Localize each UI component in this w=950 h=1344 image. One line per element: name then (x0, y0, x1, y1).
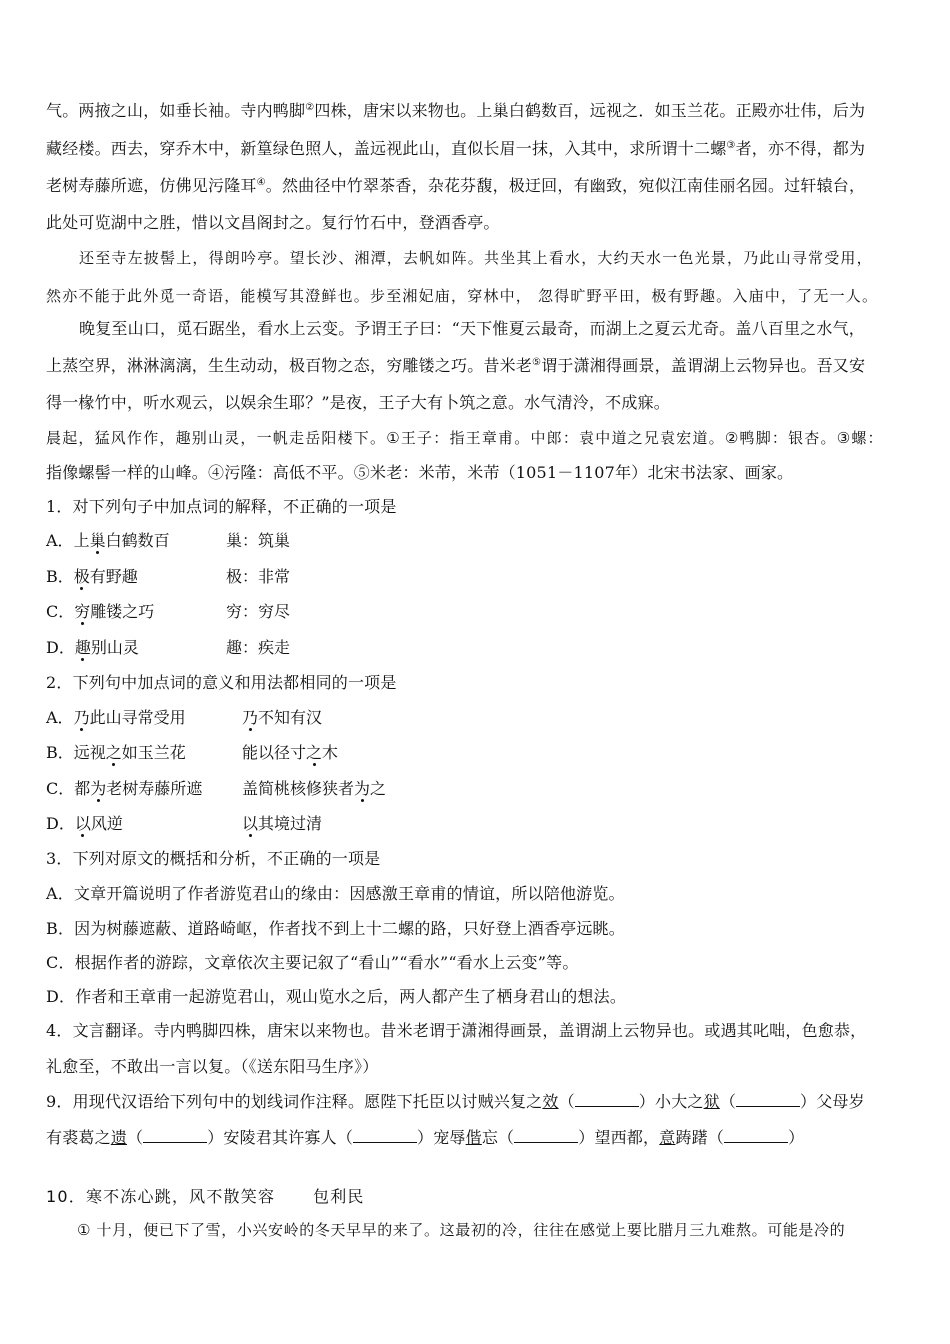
q2-option-c: C．都为老树寿藤所遮 (46, 779, 203, 798)
q1-option-d-explanation: 趣：疾走 (226, 638, 291, 657)
passage-line: 得一椽竹中，听水观云，以娱余生耶？”是夜，王子大有卜筑之意。水气清泠，不成寐。 (46, 393, 670, 412)
footnote-line: 晨起，猛风作作，趣别山灵，一帆走岳阳楼下。①王子：指王章甫。中郎：袁中道之兄袁宏道。②鸭脚：银杏。③螺： (46, 429, 884, 447)
passage-line: 还至寺左披髻上，得朗吟亭。望长沙、湘潭，去帆如阵。共坐其上看水，大约天水一色光景，乃此山寻常受用， (79, 249, 873, 267)
q2-option-d-second: 以其境过清 (242, 814, 323, 833)
passage-line: 上蒸空界，淋淋漓漓，生生动动，极百物之态，穷雕镂之巧。昔米老⑤谓于潇湘得画景，盖谓湖上云物异也。吾又安 (46, 356, 866, 375)
q1-option-b-explanation: 极：非常 (226, 567, 291, 586)
question-4-stem-cont: 礼愈至，不敢出一言以复。（《送东阳马生序》） (46, 1057, 379, 1076)
answer-blank[interactable] (736, 1092, 800, 1107)
answer-blank[interactable] (143, 1128, 207, 1143)
q1-option-a: A．上巢白鹤数百 (46, 531, 170, 550)
q2-option-b-second: 能以径寸之木 (242, 743, 339, 762)
q1-option-b: B．极有野趣 (46, 567, 138, 586)
passage-line: 气。两掖之山，如垂长袖。寺内鸭脚②四株，唐宋以来物也。上巢白鹤数百，远视之．如玉兰花。正殿亦壮伟，后为 (46, 101, 866, 120)
q1-option-a-explanation: 巢：筑巢 (226, 531, 291, 550)
q3-option-d: D．作者和王章甫一起游览君山，观山览水之后，两人都产生了栖身君山的想法。 (46, 987, 627, 1006)
question-10-author: 包利民 (313, 1187, 365, 1206)
passage-line: 晚复至山口，觅石踞坐，看水上云变。予谓王子曰：“天下惟夏云最奇，而湖上之夏云尤奇。盖八百里之水气， (79, 319, 865, 338)
q1-option-d: D．趣别山灵 (46, 638, 139, 657)
question-9-line: 9．用现代汉语给下列句中的划线词作注释。愿陛下托臣以讨贼兴复之效（ ）小大之狱（ ）父母岁 (46, 1092, 865, 1111)
question-9-line: 有裘葛之遗（ ）安陵君其许寡人（ ）宠辱偕忘（ ）望西都，意踌躇（ ） (46, 1128, 805, 1147)
q3-option-a: A．文章开篇说明了作者游览君山的缘由：因感激王章甫的情谊，所以陪他游览。 (46, 884, 625, 903)
passage-line: 然亦不能于此外觅一奇语，能模写其澄鲜也。步至湘妃庙，穿林中， 忽得旷野平田，极有野趣。入庙中，了无一人。 (46, 287, 879, 305)
question-10-title: 10．寒不冻心跳，风不散笑容 (46, 1187, 276, 1206)
question-3-stem: 3．下列对原文的概括和分析，不正确的一项是 (46, 849, 381, 868)
question-10-paragraph: ① 十月，便已下了雪，小兴安岭的冬天早早的来了。这最初的冷，往往在感觉上要比腊月三九难熬。可能是冷的 (77, 1221, 846, 1239)
q1-option-c: C．穷雕镂之巧 (46, 602, 155, 621)
answer-blank[interactable] (514, 1128, 578, 1143)
q1-option-c-explanation: 穷：穷尽 (226, 602, 291, 621)
q2-option-c-second: 盖简桃核修狭者为之 (242, 779, 387, 798)
passage-line: 此处可览湖中之胜，惜以文昌阁封之。复行竹石中，登酒香亭。 (46, 213, 500, 232)
q2-option-a: A．乃此山寻常受用 (46, 708, 186, 727)
passage-line: 老树寿藤所遮，仿佛见污隆耳④。然曲径中竹翠茶香，杂花芬馥，极迂回，有幽致，宛似江南佳丽名园。过轩辕台， (46, 176, 866, 195)
question-2-stem: 2．下列句中加点词的意义和用法都相同的一项是 (46, 673, 397, 692)
question-1-stem: 1．对下列句子中加点词的解释，不正确的一项是 (46, 497, 397, 516)
q2-option-d: D．以风逆 (46, 814, 123, 833)
passage-line: 藏经楼。西去，穿乔木中，新篁绿色照人，盖远视此山，直似长眉一抹，入其中，求所谓十二螺③者，亦不得，都为 (46, 139, 866, 158)
answer-blank[interactable] (724, 1128, 788, 1143)
q3-option-b: B．因为树藤遮蔽、道路崎岖，作者找不到上十二螺的路，只好登上酒香亭远眺。 (46, 919, 625, 938)
question-4-stem: 4．文言翻译。寺内鸭脚四株，唐宋以来物也。昔米老谓于潇湘得画景，盖谓湖上云物异也。或遇其叱咄，色愈恭， (46, 1021, 867, 1040)
q3-option-c: C．根据作者的游踪，文章依次主要记叙了“看山”“看水”“看水上云变”等。 (46, 953, 579, 972)
q2-option-a-second: 乃不知有汉 (242, 708, 323, 727)
footnote-line: 指像螺髻一样的山峰。④污隆：高低不平。⑤米老：米芾，米芾（1051－1107年）北宋书法家、画家。 (46, 463, 794, 482)
q2-option-b: B．远视之如玉兰花 (46, 743, 186, 762)
answer-blank[interactable] (575, 1092, 639, 1107)
answer-blank[interactable] (353, 1128, 417, 1143)
